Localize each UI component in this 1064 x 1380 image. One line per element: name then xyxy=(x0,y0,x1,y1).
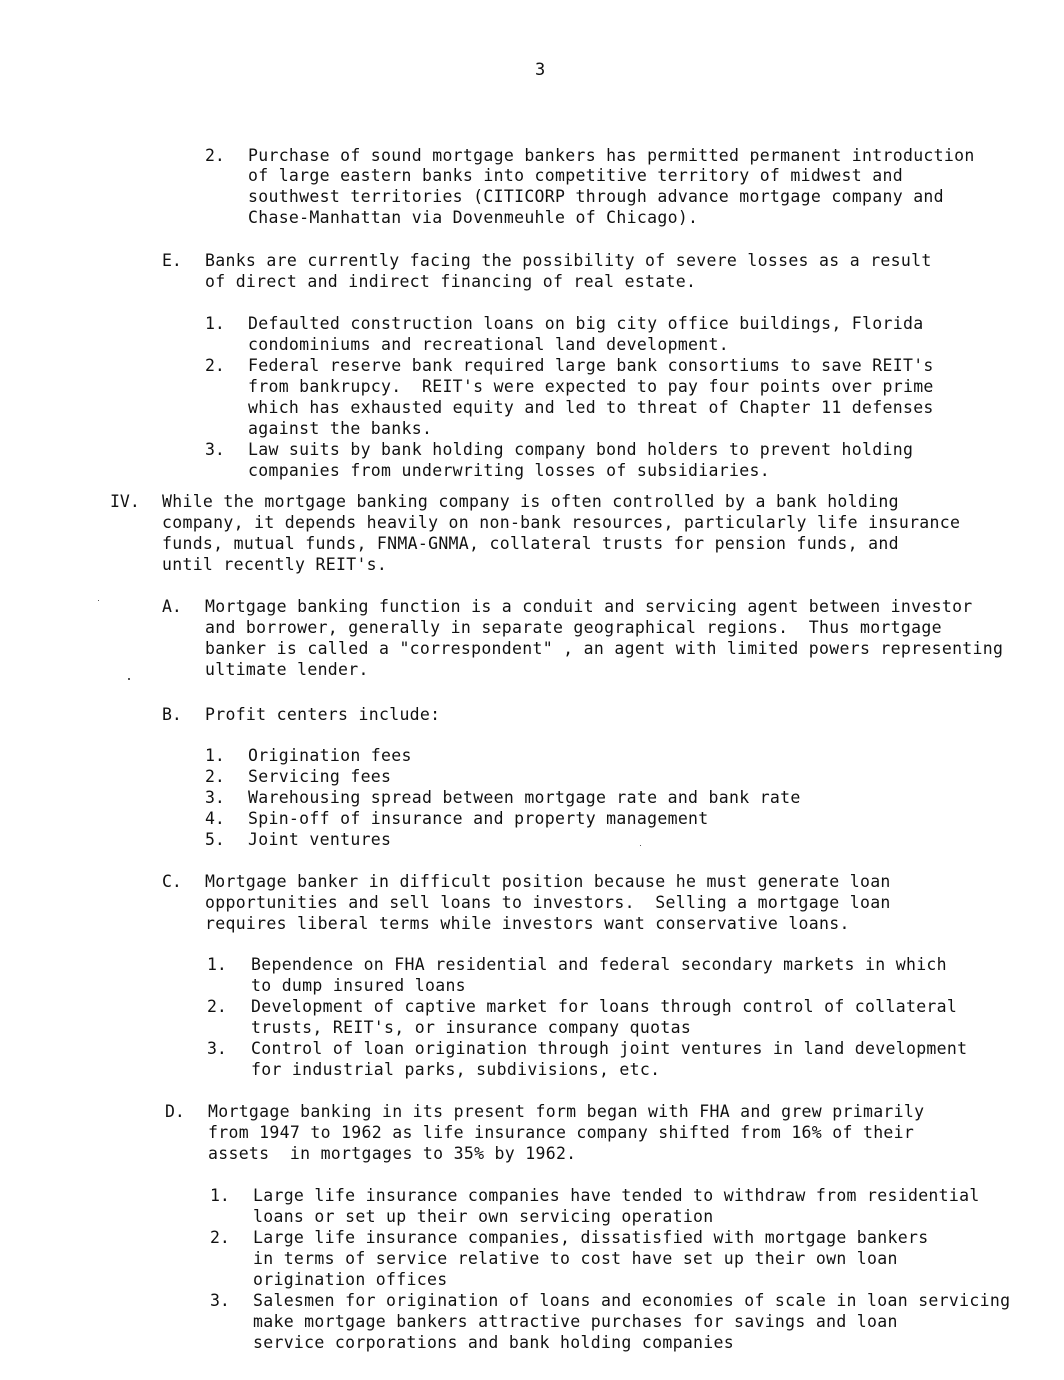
list-item-line: companies from underwriting losses of subsidiaries. xyxy=(248,461,770,480)
list-item-line: Federal reserve bank required large bank consortiums to save REIT's xyxy=(248,356,934,375)
paragraph-line: requires liberal terms while investors want conservative loans. xyxy=(205,914,850,933)
list-item-line: against the banks. xyxy=(248,419,433,438)
list-item: Spin-off of insurance and property management xyxy=(248,809,709,828)
paragraph-line: of large eastern banks into competitive territory of midwest and xyxy=(248,166,903,185)
paragraph-line: Mortgage banking function is a conduit and servicing agent between investor xyxy=(205,597,973,616)
paragraph-line: banker is called a "correspondent" , an agent with limited powers representing xyxy=(205,639,1004,658)
paragraph-line: until recently REIT's. xyxy=(162,555,388,574)
section-marker: IV. xyxy=(110,492,140,511)
paragraph-line: company, it depends heavily on non-bank resources, particularly life insurance xyxy=(162,513,961,532)
paragraph-line: assets in mortgages to 35% by 1962. xyxy=(208,1144,577,1163)
list-marker: 1. xyxy=(207,955,227,974)
list-marker: 3. xyxy=(210,1291,230,1310)
list-item-line: in terms of service relative to cost have set up their own loan xyxy=(253,1249,898,1268)
paragraph-line: from 1947 to 1962 as life insurance company shifted from 16% of their xyxy=(208,1123,915,1142)
list-item-line: Control of loan origination through joint ventures in land development xyxy=(251,1039,968,1058)
paragraph-line: Mortgage banker in difficult position because he must generate loan xyxy=(205,872,891,891)
paragraph-line: Mortgage banking in its present form began with FHA and grew primarily xyxy=(208,1102,925,1121)
section-marker: D. xyxy=(165,1102,185,1121)
list-item-line: service corporations and bank holding companies xyxy=(253,1333,734,1352)
scan-speck xyxy=(640,845,641,846)
list-item-line: Large life insurance companies, dissatisfied with mortgage bankers xyxy=(253,1228,929,1247)
paragraph-line: Chase-Manhattan via Dovenmeuhle of Chicago). xyxy=(248,208,699,227)
list-marker: 2. xyxy=(205,146,225,165)
list-item: Servicing fees xyxy=(248,767,392,786)
section-marker: E. xyxy=(162,251,182,270)
list-item-line: Defaulted construction loans on big city office buildings, Florida xyxy=(248,314,924,333)
list-marker: 3. xyxy=(205,788,225,807)
list-item-line: loans or set up their own servicing operation xyxy=(253,1207,714,1226)
list-item: Origination fees xyxy=(248,746,412,765)
list-item-line: for industrial parks, subdivisions, etc. xyxy=(251,1060,661,1079)
list-item-line: which has exhausted equity and led to threat of Chapter 11 defenses xyxy=(248,398,934,417)
list-item: Warehousing spread between mortgage rate and bank rate xyxy=(248,788,801,807)
list-marker: 1. xyxy=(205,746,225,765)
paragraph-line: southwest territories (CITICORP through advance mortgage company and xyxy=(248,187,944,206)
list-item-line: condominiums and recreational land development. xyxy=(248,335,729,354)
list-item-line: Law suits by bank holding company bond holders to prevent holding xyxy=(248,440,914,459)
list-marker: 2. xyxy=(207,997,227,1016)
paragraph-line: Purchase of sound mortgage bankers has permitted permanent introduction xyxy=(248,146,975,165)
scan-speck xyxy=(128,678,130,680)
list-item-line: Development of captive market for loans through control of collateral xyxy=(251,997,958,1016)
list-item-line: Large life insurance companies have tended to withdraw from residential xyxy=(253,1186,980,1205)
list-item-line: trusts, REIT's, or insurance company quotas xyxy=(251,1018,692,1037)
list-item-line: make mortgage bankers attractive purchases for savings and loan xyxy=(253,1312,898,1331)
paragraph-line: While the mortgage banking company is often controlled by a bank holding xyxy=(162,492,899,511)
section-marker: A. xyxy=(162,597,182,616)
paragraph-line: of direct and indirect financing of real estate. xyxy=(205,272,697,291)
list-item-line: Bependence on FHA residential and federal secondary markets in which xyxy=(251,955,947,974)
paragraph-line: Banks are currently facing the possibility of severe losses as a result xyxy=(205,251,932,270)
list-marker: 3. xyxy=(205,440,225,459)
list-item-line: to dump insured loans xyxy=(251,976,466,995)
list-marker: 5. xyxy=(205,830,225,849)
paragraph-line: and borrower, generally in separate geographical regions. Thus mortgage xyxy=(205,618,942,637)
list-marker: 4. xyxy=(205,809,225,828)
list-marker: 1. xyxy=(205,314,225,333)
list-item-line: Salesmen for origination of loans and economies of scale in loan servicing xyxy=(253,1291,1011,1310)
list-item-line: origination offices xyxy=(253,1270,448,1289)
list-item-line: from bankrupcy. REIT's were expected to pay four points over prime xyxy=(248,377,934,396)
section-marker: B. xyxy=(162,705,182,724)
section-marker: C. xyxy=(162,872,182,891)
paragraph-line: ultimate lender. xyxy=(205,660,369,679)
list-marker: 1. xyxy=(210,1186,230,1205)
paragraph-line: opportunities and sell loans to investors. Selling a mortgage loan xyxy=(205,893,891,912)
paragraph-line: Profit centers include: xyxy=(205,705,441,724)
list-item: Joint ventures xyxy=(248,830,392,849)
list-marker: 2. xyxy=(210,1228,230,1247)
list-marker: 3. xyxy=(207,1039,227,1058)
page-number: 3 xyxy=(535,60,546,80)
list-marker: 2. xyxy=(205,356,225,375)
paragraph-line: funds, mutual funds, FNMA-GNMA, collateral trusts for pension funds, and xyxy=(162,534,899,553)
list-marker: 2. xyxy=(205,767,225,786)
scan-speck xyxy=(98,600,99,601)
